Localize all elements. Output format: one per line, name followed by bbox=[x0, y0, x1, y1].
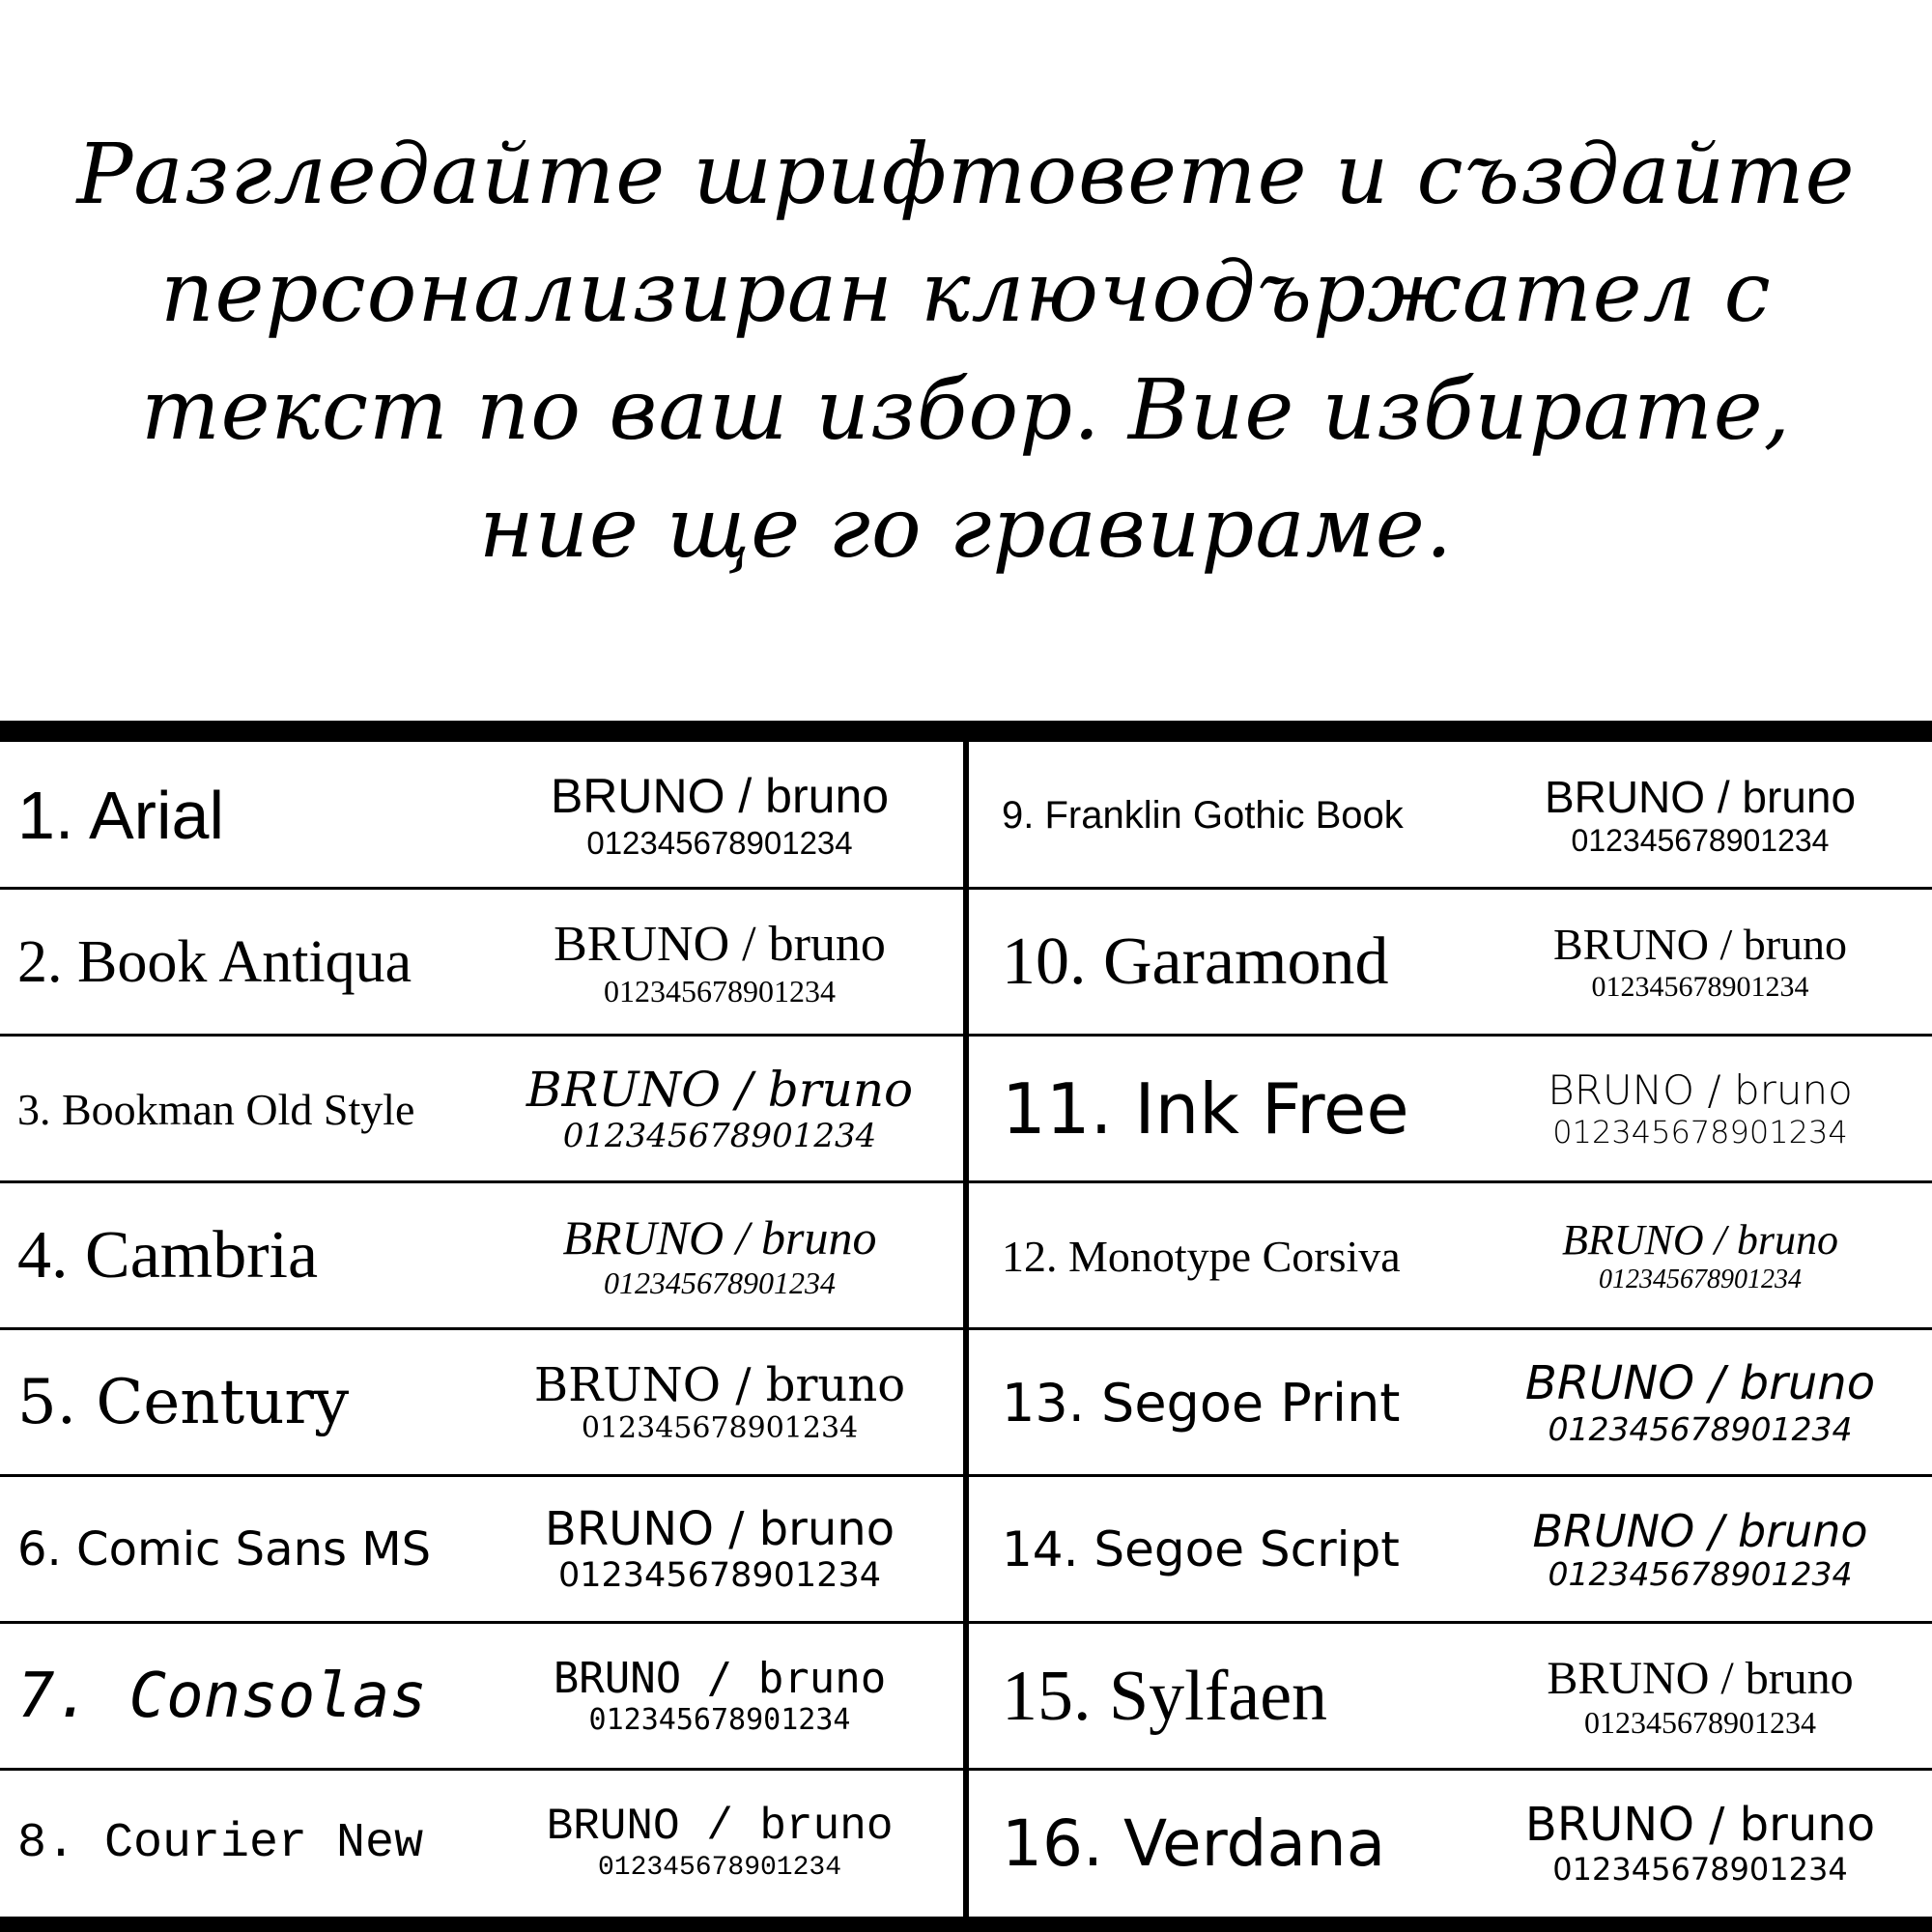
sample-digits: 012345678901234 bbox=[1571, 823, 1830, 859]
font-sample bbox=[502, 1036, 937, 1182]
sample-digits: 012345678901234 bbox=[1599, 1264, 1802, 1295]
font-sample bbox=[1478, 1182, 1922, 1329]
font-row bbox=[969, 1329, 1932, 1476]
sample-text: BRUNO / bruno bbox=[1562, 1215, 1838, 1264]
font-sample bbox=[1478, 1036, 1922, 1182]
font-name: 13. Segoe Print bbox=[1002, 1372, 1401, 1434]
font-row bbox=[969, 1623, 1932, 1770]
sample-digits: 012345678901234 bbox=[557, 1556, 882, 1596]
sample-text: BRUNO / bruno bbox=[1552, 920, 1848, 970]
font-name: 8. Courier New bbox=[17, 1815, 424, 1871]
font-name: 11. Ink Free bbox=[1002, 1068, 1409, 1150]
sample-digits: 012345678901234 bbox=[604, 1265, 836, 1301]
sample-digits: 012345678901234 bbox=[1584, 1705, 1816, 1741]
font-name: 5. Century bbox=[17, 1367, 350, 1438]
font-name: 9. Franklin Gothic Book bbox=[1002, 793, 1404, 837]
font-name: 3. Bookman Old Style bbox=[17, 1084, 415, 1134]
sample-digits: 012345678901234 bbox=[597, 1853, 842, 1884]
font-name: 1. Arial bbox=[17, 778, 224, 853]
font-row bbox=[0, 889, 963, 1036]
font-sample bbox=[1478, 1329, 1922, 1476]
sample-digits: 012345678901234 bbox=[581, 1411, 859, 1446]
font-name: 16. Verdana bbox=[1002, 1805, 1386, 1881]
font-sample bbox=[1478, 1623, 1922, 1770]
font-row bbox=[969, 1770, 1932, 1917]
font-name: 7. Consolas bbox=[17, 1661, 427, 1732]
headline-line: персонализиран ключодържател с bbox=[160, 244, 1772, 341]
sample-digits: 012345678901234 bbox=[562, 1117, 877, 1156]
sample-digits: 012345678901234 bbox=[586, 824, 853, 861]
sample-text: BRUNO / bruno bbox=[562, 1209, 877, 1264]
sample-digits: 012345678901234 bbox=[1548, 1555, 1853, 1594]
bottom-border bbox=[0, 1917, 1932, 1932]
sample-digits: 012345678901234 bbox=[604, 973, 836, 1009]
font-sample bbox=[502, 1182, 937, 1329]
font-name: 10. Garamond bbox=[1002, 924, 1389, 999]
font-row bbox=[0, 1476, 963, 1623]
headline-line: ние ще го гравираме. bbox=[478, 480, 1454, 577]
font-row bbox=[969, 889, 1932, 1036]
font-row bbox=[0, 1329, 963, 1476]
font-row bbox=[0, 1182, 963, 1329]
font-sample bbox=[502, 889, 937, 1036]
sample-text: BRUNO / bruno bbox=[544, 1502, 895, 1557]
sample-digits: 012345678901234 bbox=[1552, 1851, 1848, 1889]
font-sample bbox=[502, 742, 937, 889]
sample-text: BRUNO / bruno bbox=[553, 1654, 887, 1704]
sample-text: BRUNO / bruno bbox=[1548, 1066, 1853, 1115]
sample-text: BRUNO / bruno bbox=[1524, 1798, 1876, 1852]
sample-text: BRUNO / bruno bbox=[550, 769, 890, 824]
sample-digits: 012345678901234 bbox=[1552, 1113, 1848, 1151]
font-sample bbox=[502, 1623, 937, 1770]
font-sample bbox=[1478, 1476, 1922, 1623]
font-name: 4. Cambria bbox=[17, 1218, 319, 1293]
font-table bbox=[0, 721, 1932, 1932]
sample-text: BRUNO / bruno bbox=[526, 1061, 914, 1118]
font-sample bbox=[1478, 1770, 1922, 1917]
font-row bbox=[969, 1182, 1932, 1329]
sample-text: BRUNO / bruno bbox=[533, 1358, 906, 1413]
font-sample bbox=[502, 1329, 937, 1476]
sample-text: BRUNO / bruno bbox=[1532, 1504, 1868, 1557]
font-row bbox=[0, 742, 963, 889]
sample-digits: 012345678901234 bbox=[1548, 1409, 1853, 1448]
font-sample bbox=[502, 1770, 937, 1917]
font-name: 14. Segoe Script bbox=[1002, 1521, 1400, 1577]
font-sample bbox=[1478, 889, 1922, 1036]
font-row bbox=[0, 1036, 963, 1182]
font-name: 15. Sylfaen bbox=[1002, 1656, 1328, 1736]
headline-line: Разгледайте шрифтовете и създайте bbox=[76, 127, 1856, 223]
sample-text: BRUNO / bruno bbox=[1524, 1356, 1876, 1411]
sample-text: BRUNO / bruno bbox=[554, 916, 886, 972]
font-row bbox=[969, 1476, 1932, 1623]
font-name: 2. Book Antiqua bbox=[17, 928, 412, 995]
headline-line: текст по ваш избор. Вие избирате, bbox=[141, 362, 1791, 459]
font-row bbox=[969, 1036, 1932, 1182]
font-name: 6. Comic Sans MS bbox=[17, 1522, 432, 1577]
sample-text: BRUNO / bruno bbox=[1544, 772, 1857, 823]
font-row bbox=[969, 742, 1932, 889]
sample-text: BRUNO / bruno bbox=[1547, 1653, 1854, 1704]
sample-digits: 012345678901234 bbox=[588, 1703, 851, 1738]
font-row bbox=[0, 1770, 963, 1917]
font-sample bbox=[502, 1476, 937, 1623]
font-name: 12. Monotype Corsiva bbox=[1002, 1231, 1401, 1281]
font-row bbox=[0, 1623, 963, 1770]
headline bbox=[0, 116, 1932, 587]
sample-digits: 012345678901234 bbox=[1591, 971, 1809, 1004]
font-sample bbox=[1478, 742, 1922, 889]
sample-text: BRUNO / bruno bbox=[546, 1802, 894, 1853]
